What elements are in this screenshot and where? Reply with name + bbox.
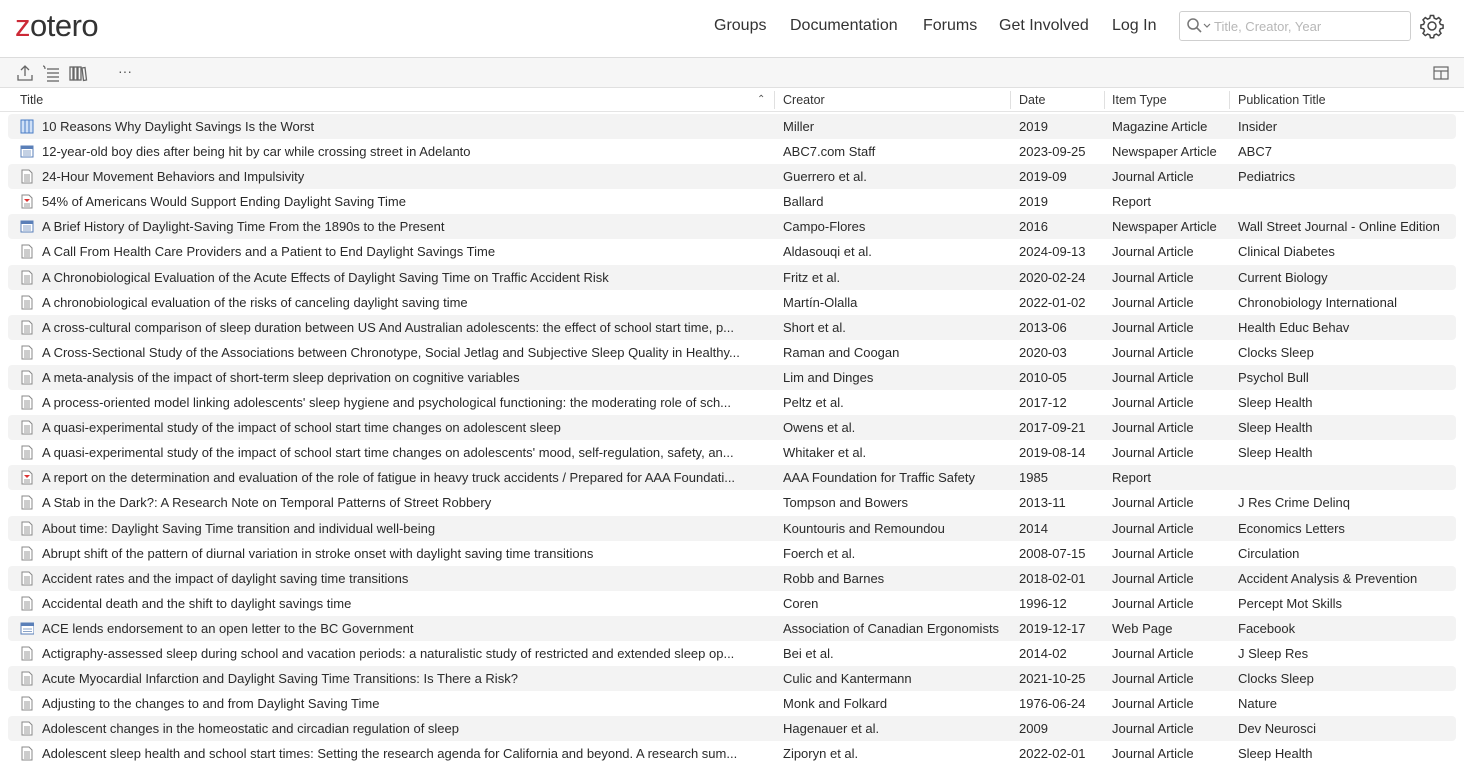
- magazine-item-type-icon: [20, 119, 34, 134]
- cell-title: A cross-cultural comparison of sleep duration between US And Australian adolescents: the effect of school start time, p...: [42, 319, 735, 335]
- cell-creator: ABC7.com Staff: [783, 144, 876, 160]
- cell-creator: Culic and Kantermann: [783, 671, 912, 687]
- sort-ascending-icon[interactable]: ⌃: [757, 94, 766, 105]
- table-row[interactable]: [8, 465, 1456, 490]
- cell-title: Acute Myocardial Infarction and Daylight Saving Time Transitions: Is There a Risk?: [42, 671, 518, 687]
- cell-item-type: Journal Article: [1112, 645, 1194, 661]
- cell-publication-title: Insider: [1238, 119, 1278, 134]
- cell-creator: AAA Foundation for Traffic Safety: [783, 470, 975, 486]
- cell-title: 12-year-old boy dies after being hit by car while crossing street in Adelanto: [42, 144, 471, 160]
- cell-item-type: Newspaper Article: [1112, 144, 1217, 160]
- cell-publication-title: Facebook: [1238, 620, 1296, 636]
- table-row[interactable]: [8, 390, 1456, 415]
- cell-date: 2017-09-21: [1019, 420, 1086, 436]
- cell-title: Adjusting to the changes to and from Daylight Saving Time: [42, 696, 380, 712]
- cell-publication-title: Current Biology: [1238, 269, 1328, 285]
- cell-date: 2020-03: [1019, 344, 1067, 360]
- cell-item-type: Web Page: [1112, 620, 1173, 636]
- cell-publication-title: Sleep Health: [1238, 395, 1313, 411]
- table-row[interactable]: [8, 490, 1456, 515]
- cell-item-type: Journal Article: [1112, 344, 1194, 360]
- cell-date: 2017-12: [1019, 395, 1067, 411]
- column-header-title[interactable]: Title: [20, 93, 44, 107]
- cell-creator: Short et al.: [783, 319, 846, 335]
- table-row[interactable]: [8, 315, 1456, 340]
- journal-item-type-icon: [20, 495, 34, 510]
- cell-publication-title: Sleep Health: [1238, 420, 1313, 436]
- journal-item-type-icon: [20, 596, 34, 611]
- cell-date: 2013-11: [1019, 495, 1066, 511]
- cell-title: A chronobiological evaluation of the risks of canceling daylight saving time: [42, 294, 468, 310]
- cell-date: 1985: [1019, 470, 1048, 486]
- cell-item-type: Journal Article: [1112, 721, 1194, 737]
- cell-item-type: Journal Article: [1112, 746, 1194, 762]
- journal-item-type-icon: [20, 521, 34, 536]
- cell-publication-title: Psychol Bull: [1238, 369, 1309, 385]
- journal-item-type-icon: [20, 169, 34, 184]
- cell-creator: Martín-Olalla: [783, 294, 858, 310]
- cell-title: Accident rates and the impact of daylight saving time transitions: [42, 570, 409, 586]
- cell-creator: Whitaker et al.: [783, 445, 867, 461]
- cell-creator: Tompson and Bowers: [783, 495, 909, 511]
- table-row[interactable]: [8, 691, 1456, 716]
- cell-item-type: Journal Article: [1112, 269, 1194, 285]
- cell-title: Abrupt shift of the pattern of diurnal variation in stroke onset with daylight saving time transitions: [42, 545, 594, 561]
- table-row[interactable]: [8, 265, 1456, 290]
- cell-publication-title: Percept Mot Skills: [1238, 595, 1343, 611]
- cell-date: 2013-06: [1019, 319, 1067, 335]
- cell-title: A process-oriented model linking adolescents' sleep hygiene and psychological functioning: the moderating role of sch...: [42, 395, 732, 411]
- logo-rest: otero: [30, 8, 99, 43]
- cell-creator: Miller: [783, 119, 815, 134]
- column-picker-icon[interactable]: [1432, 64, 1452, 82]
- items-list: [0, 114, 1464, 766]
- journal-item-type-icon: [20, 244, 34, 259]
- cell-title: A Call From Health Care Providers and a Patient to End Daylight Savings Time: [42, 244, 496, 260]
- cell-title: A quasi-experimental study of the impact of school start time changes on adolescent sleep: [42, 420, 561, 436]
- cell-item-type: Journal Article: [1112, 369, 1194, 385]
- zotero-logo[interactable]: [15, 8, 98, 44]
- cell-creator: Kountouris and Remoundou: [783, 520, 945, 536]
- column-header-item-type[interactable]: Item Type: [1112, 93, 1167, 107]
- cell-creator: Ballard: [783, 194, 824, 210]
- column-divider[interactable]: [1229, 91, 1230, 109]
- cell-publication-title: Clocks Sleep: [1238, 671, 1314, 687]
- table-row[interactable]: [8, 139, 1456, 164]
- cell-item-type: Journal Article: [1112, 495, 1194, 511]
- items-toolbar: [0, 58, 1464, 88]
- library-icon[interactable]: [68, 64, 88, 82]
- report-item-type-icon: [20, 194, 34, 209]
- cell-title: A Cross-Sectional Study of the Associations between Chronotype, Social Jetlag and Subjective Sleep Quality in Healthy...: [42, 344, 740, 360]
- column-header-row: [0, 88, 1464, 112]
- cell-publication-title: Circulation: [1238, 545, 1300, 561]
- cell-creator: Bei et al.: [783, 645, 834, 661]
- cell-title: A meta-analysis of the impact of short-term sleep deprivation on cognitive variables: [42, 369, 520, 385]
- cell-date: 2022-02-01: [1019, 746, 1086, 762]
- cell-date: 2018-02-01: [1019, 570, 1086, 586]
- cell-item-type: Journal Article: [1112, 244, 1194, 260]
- cell-publication-title: ABC7: [1238, 144, 1272, 160]
- cell-title: About time: Daylight Saving Time transition and individual well-being: [42, 520, 436, 536]
- cell-creator: Association of Canadian Ergonomists: [783, 620, 1000, 636]
- cell-item-type: Journal Article: [1112, 696, 1194, 712]
- logo-z: z: [15, 8, 30, 43]
- cell-date: 1976-06-24: [1019, 696, 1086, 712]
- table-row[interactable]: [8, 741, 1456, 766]
- cell-date: 2022-01-02: [1019, 294, 1086, 310]
- cell-date: 2020-02-24: [1019, 269, 1086, 285]
- cell-item-type: Journal Article: [1112, 545, 1194, 561]
- journal-item-type-icon: [20, 445, 34, 460]
- nav-get-involved[interactable]: Get Involved: [999, 17, 1089, 34]
- cell-item-type: Journal Article: [1112, 319, 1194, 335]
- cell-item-type: Journal Article: [1112, 671, 1194, 687]
- nav-documentation[interactable]: Documentation: [790, 17, 898, 34]
- table-row[interactable]: [8, 641, 1456, 666]
- cell-date: 2019: [1019, 119, 1048, 134]
- cell-creator: Monk and Folkard: [783, 696, 888, 712]
- gear-icon[interactable]: [1419, 13, 1445, 39]
- cell-date: 2019-09: [1019, 169, 1067, 185]
- column-divider[interactable]: [774, 91, 775, 109]
- cell-creator: Coren: [783, 595, 819, 611]
- column-header-creator[interactable]: Creator: [783, 93, 825, 107]
- table-row[interactable]: [8, 516, 1456, 541]
- cell-creator: Fritz et al.: [783, 269, 841, 285]
- nav-groups[interactable]: Groups: [714, 17, 767, 34]
- cell-publication-title: Clocks Sleep: [1238, 344, 1314, 360]
- cell-title: ACE lends endorsement to an open letter to the BC Government: [42, 620, 414, 636]
- cell-item-type: Journal Article: [1112, 520, 1194, 536]
- cell-title: Actigraphy-assessed sleep during school and vacation periods: a naturalistic study of restricted and extended sleep op...: [42, 645, 735, 661]
- cell-title: Adolescent changes in the homeostatic and circadian regulation of sleep: [42, 721, 459, 737]
- cell-publication-title: Pediatrics: [1238, 169, 1296, 185]
- cell-publication-title: Chronobiology International: [1238, 294, 1397, 310]
- cell-publication-title: Sleep Health: [1238, 746, 1313, 762]
- journal-item-type-icon: [20, 721, 34, 736]
- journal-item-type-icon: [20, 320, 34, 335]
- cell-date: 2021-10-25: [1019, 671, 1086, 687]
- table-row[interactable]: [8, 114, 1456, 139]
- webpage-item-type-icon: [20, 621, 34, 636]
- table-row[interactable]: [8, 566, 1456, 591]
- cell-date: 2019-12-17: [1019, 620, 1086, 636]
- table-row[interactable]: [8, 541, 1456, 566]
- cell-creator: Guerrero et al.: [783, 169, 867, 185]
- column-divider[interactable]: [1104, 91, 1105, 109]
- journal-item-type-icon: [20, 345, 34, 360]
- table-row[interactable]: [8, 666, 1456, 691]
- cell-creator: Foerch et al.: [783, 545, 856, 561]
- journal-item-type-icon: [20, 370, 34, 385]
- cell-creator: Aldasouqi et al.: [783, 244, 872, 260]
- cell-publication-title: Accident Analysis & Prevention: [1238, 570, 1418, 586]
- cell-date: 2016: [1019, 219, 1048, 235]
- table-row[interactable]: [8, 616, 1456, 641]
- cell-publication-title: Economics Letters: [1238, 520, 1345, 536]
- column-divider[interactable]: [1010, 91, 1011, 109]
- cell-creator: Peltz et al.: [783, 395, 844, 411]
- cell-creator: Owens et al.: [783, 420, 856, 436]
- search-mode-icon[interactable]: [1186, 17, 1212, 35]
- cell-item-type: Journal Article: [1112, 420, 1194, 436]
- newspaper-item-type-icon: [20, 219, 34, 234]
- journal-item-type-icon: [20, 671, 34, 686]
- cell-creator: Campo-Flores: [783, 219, 866, 235]
- cell-creator: Lim and Dinges: [783, 369, 874, 385]
- table-row[interactable]: [8, 440, 1456, 465]
- search-input[interactable]: [1214, 13, 1408, 39]
- journal-item-type-icon: [20, 295, 34, 310]
- cell-date: 2010-05: [1019, 369, 1067, 385]
- cell-title: 54% of Americans Would Support Ending Daylight Saving Time: [42, 194, 406, 210]
- table-row[interactable]: [8, 214, 1456, 239]
- journal-item-type-icon: [20, 696, 34, 711]
- cell-item-type: Journal Article: [1112, 445, 1194, 461]
- cell-date: 2014: [1019, 520, 1048, 536]
- cell-date: 2014-02: [1019, 645, 1067, 661]
- cell-item-type: Newspaper Article: [1112, 219, 1217, 235]
- cell-publication-title: Health Educ Behav: [1238, 319, 1350, 335]
- report-item-type-icon: [20, 470, 34, 485]
- cell-item-type: Journal Article: [1112, 395, 1194, 411]
- cell-title: Accidental death and the shift to daylight savings time: [42, 595, 352, 611]
- journal-item-type-icon: [20, 571, 34, 586]
- cell-publication-title: Clinical Diabetes: [1238, 244, 1335, 260]
- cell-publication-title: J Res Crime Delinq: [1238, 495, 1350, 511]
- journal-item-type-icon: [20, 546, 34, 561]
- table-row[interactable]: [8, 189, 1456, 214]
- journal-item-type-icon: [20, 420, 34, 435]
- export-icon[interactable]: [15, 64, 35, 82]
- cell-publication-title: Dev Neurosci: [1238, 721, 1317, 737]
- cell-creator: Robb and Barnes: [783, 570, 885, 586]
- cell-date: 1996-12: [1019, 595, 1067, 611]
- journal-item-type-icon: [20, 270, 34, 285]
- cell-title: 24-Hour Movement Behaviors and Impulsivity: [42, 169, 305, 185]
- cell-title: Adolescent sleep health and school start times: Setting the research agenda for California and beyond. A research sum...: [42, 746, 738, 762]
- search-box[interactable]: [1179, 11, 1411, 41]
- cell-date: 2023-09-25: [1019, 144, 1086, 160]
- table-row[interactable]: [8, 340, 1456, 365]
- cell-date: 2008-07-15: [1019, 545, 1086, 561]
- cite-list-icon[interactable]: [41, 64, 61, 82]
- more-icon[interactable]: ···: [118, 63, 132, 79]
- cell-item-type: Report: [1112, 194, 1152, 210]
- cell-item-type: Journal Article: [1112, 595, 1194, 611]
- journal-item-type-icon: [20, 646, 34, 661]
- cell-publication-title: J Sleep Res: [1238, 645, 1309, 661]
- journal-item-type-icon: [20, 746, 34, 761]
- cell-title: A report on the determination and evaluation of the role of fatigue in heavy truck accidents / Prepared for AAA Foundati...: [42, 470, 736, 486]
- cell-publication-title: Wall Street Journal - Online Edition: [1238, 219, 1440, 235]
- column-header-date[interactable]: Date: [1019, 93, 1046, 107]
- table-row[interactable]: [8, 716, 1456, 741]
- cell-publication-title: Sleep Health: [1238, 445, 1313, 461]
- journal-item-type-icon: [20, 395, 34, 410]
- cell-title: A Chronobiological Evaluation of the Acute Effects of Daylight Saving Time on Traffic Accident Risk: [42, 269, 609, 285]
- table-row[interactable]: [8, 290, 1456, 315]
- nav-log-in[interactable]: Log In: [1112, 17, 1157, 34]
- cell-item-type: Journal Article: [1112, 294, 1194, 310]
- cell-date: 2019-08-14: [1019, 445, 1086, 461]
- table-row[interactable]: [8, 591, 1456, 616]
- cell-item-type: Journal Article: [1112, 570, 1194, 586]
- top-bar: [0, 0, 1464, 58]
- cell-item-type: Magazine Article: [1112, 119, 1208, 134]
- table-row[interactable]: [8, 415, 1456, 440]
- cell-title: 10 Reasons Why Daylight Savings Is the Worst: [42, 119, 315, 134]
- table-row[interactable]: [8, 164, 1456, 189]
- column-header-publication-title[interactable]: Publication Title: [1238, 93, 1326, 107]
- cell-date: 2009: [1019, 721, 1048, 737]
- table-row[interactable]: [8, 365, 1456, 390]
- cell-title: A Stab in the Dark?: A Research Note on Temporal Patterns of Street Robbery: [42, 495, 492, 511]
- cell-date: 2019: [1019, 194, 1048, 210]
- cell-creator: Hagenauer et al.: [783, 721, 880, 737]
- table-row[interactable]: [8, 239, 1456, 264]
- cell-title: A quasi-experimental study of the impact of school start time changes on adolescents' mood, self-regulation, safety, an...: [42, 445, 734, 461]
- newspaper-item-type-icon: [20, 144, 34, 159]
- cell-item-type: Report: [1112, 470, 1152, 486]
- cell-title: A Brief History of Daylight-Saving Time From the 1890s to the Present: [42, 219, 445, 235]
- cell-creator: Ziporyn et al.: [783, 746, 859, 762]
- cell-item-type: Journal Article: [1112, 169, 1194, 185]
- cell-publication-title: Nature: [1238, 696, 1278, 712]
- cell-date: 2024-09-13: [1019, 244, 1086, 260]
- cell-creator: Raman and Coogan: [783, 344, 900, 360]
- nav-forums[interactable]: Forums: [923, 17, 978, 34]
